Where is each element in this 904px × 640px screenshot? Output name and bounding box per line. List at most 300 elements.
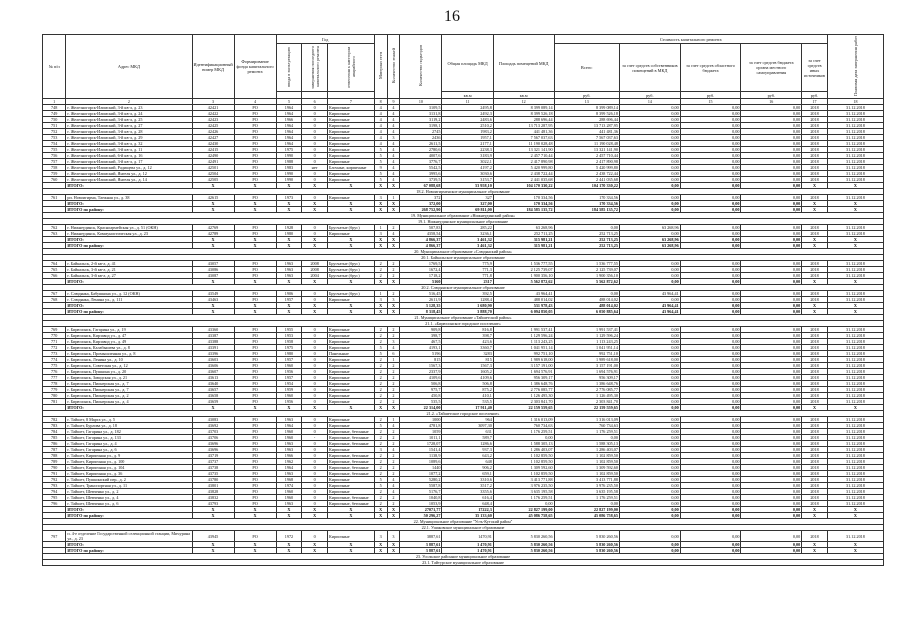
table-cell: 2018 bbox=[802, 399, 828, 405]
table-cell: г. Железногорск-Илимский, 3-й кв-л, д. 27 bbox=[66, 123, 192, 129]
table-cell: 1 126 495,30 bbox=[493, 393, 554, 399]
table-cell: 5 830 260,56 bbox=[554, 531, 619, 542]
table-cell: X bbox=[374, 548, 387, 554]
table-cell: 0,00 bbox=[680, 231, 741, 237]
table-cell: 31.12.2018 bbox=[827, 231, 883, 237]
table-cell: 2008 bbox=[302, 261, 328, 267]
table-cell: 1 bbox=[387, 417, 400, 423]
table-cell: г. Бирюсинск, Гагарина ул., д. 19 bbox=[66, 327, 192, 333]
table-body bbox=[43, 105, 884, 566]
table-cell: X bbox=[276, 405, 302, 411]
table-cell: 0,00 bbox=[619, 297, 680, 303]
table-cell: Кирпичные bbox=[327, 153, 374, 159]
table-cell: X bbox=[374, 542, 387, 548]
table-cell: 0,00 bbox=[619, 441, 680, 447]
table-cell: 0,00 bbox=[680, 417, 741, 423]
table-cell: 0,00 bbox=[619, 405, 680, 411]
table-cell: 777 bbox=[43, 375, 66, 381]
table-cell: 5176,7 bbox=[400, 489, 442, 495]
table-cell: 0,00 bbox=[619, 345, 680, 351]
table-cell: 659,1 bbox=[442, 471, 493, 477]
table-cell: 1286,6 bbox=[442, 441, 493, 447]
header-total: Всего: bbox=[554, 44, 619, 92]
table-cell: 0 bbox=[302, 291, 328, 297]
table-cell: 1 041 951,14 bbox=[554, 345, 619, 351]
table-cell: 0,00 bbox=[619, 273, 680, 279]
table-cell: 0 bbox=[302, 369, 328, 375]
table-cell: 0,00 bbox=[619, 381, 680, 387]
table-cell: 5587,8 bbox=[400, 483, 442, 489]
table-cell: 31.12.2018 bbox=[827, 435, 883, 441]
table-cell: 5 bbox=[374, 171, 387, 177]
table-cell: 2177,1 bbox=[442, 141, 493, 147]
table-cell: 794 bbox=[43, 489, 66, 495]
table-cell: 3109,5 bbox=[400, 105, 442, 111]
table-cell: 184 585 135,72 bbox=[493, 207, 554, 213]
table-cell: 752 bbox=[43, 129, 66, 135]
table-cell: 0,00 bbox=[493, 501, 554, 507]
table-cell: 0,00 bbox=[680, 225, 741, 231]
table-cell: 0,00 bbox=[680, 279, 741, 285]
table-cell: X bbox=[302, 243, 328, 249]
table-cell: 43640 bbox=[192, 381, 234, 387]
table-cell: Кирпичные bbox=[327, 333, 374, 339]
table-cell: Кирпичные bbox=[327, 375, 374, 381]
table-cell: 327,00 bbox=[442, 201, 493, 207]
table-cell: 45 086 758,65 bbox=[493, 513, 554, 519]
table-cell: 1 129 596,24 bbox=[493, 333, 554, 339]
table-cell: Кирпичные bbox=[327, 177, 374, 183]
table-cell: Кирпичные, бетонные bbox=[327, 501, 374, 507]
table-cell: 0,00 bbox=[741, 201, 802, 207]
table-cell: 775,9 bbox=[442, 261, 493, 267]
table-cell: 0,00 bbox=[741, 405, 802, 411]
table-cell: 0,00 bbox=[680, 435, 741, 441]
table-cell: 0,00 bbox=[741, 447, 802, 453]
table-cell: 753 bbox=[43, 135, 66, 141]
table-cell: 31.12.2018 bbox=[827, 489, 883, 495]
table-cell: 17 911,40 bbox=[442, 405, 493, 411]
table-cell: 2018 bbox=[802, 129, 828, 135]
table-cell: 43832 bbox=[192, 495, 234, 501]
table-cell: 5 bbox=[374, 483, 387, 489]
table-cell: 2018 bbox=[802, 231, 828, 237]
table-cell: 1 102 859,50 bbox=[554, 453, 619, 459]
table-cell: X bbox=[802, 201, 828, 207]
table-cell: 31.12.2018 bbox=[827, 129, 883, 135]
table-cell: 170 334,56 bbox=[554, 201, 619, 207]
table-cell: 0,00 bbox=[680, 369, 741, 375]
table-cell: 43 964,41 bbox=[619, 303, 680, 309]
table-cell: 1980 bbox=[276, 231, 302, 237]
table-cell: 815 bbox=[442, 357, 493, 363]
table-cell: 0 bbox=[302, 225, 328, 231]
table-cell: 2018 bbox=[802, 393, 828, 399]
table-cell: 1959 bbox=[276, 387, 302, 393]
table-cell: 0 bbox=[302, 381, 328, 387]
table-cell: 1983 bbox=[276, 165, 302, 171]
table-cell: 3 413 771,88 bbox=[554, 477, 619, 483]
table-cell: 768 bbox=[43, 297, 66, 303]
table-cell: 2 bbox=[387, 471, 400, 477]
table-cell: 0 bbox=[302, 531, 328, 542]
table-cell: 754 bbox=[43, 141, 66, 147]
table-cell: 0 bbox=[302, 423, 328, 429]
table-cell: г. Бирюсинск, Пионерская ул., д. 2 bbox=[66, 393, 192, 399]
table-cell: 793 bbox=[43, 483, 66, 489]
table-cell: 31.12.2018 bbox=[827, 363, 883, 369]
table-cell: РО bbox=[234, 441, 276, 447]
table-cell: X bbox=[302, 207, 328, 213]
table-cell: 42504 bbox=[192, 171, 234, 177]
table-cell: 0,00 bbox=[619, 542, 680, 548]
table-cell: 43 964,41 bbox=[493, 291, 554, 297]
table-cell: 2 bbox=[374, 501, 387, 507]
table-cell: Кирпичные bbox=[327, 363, 374, 369]
table-cell: 2018 bbox=[802, 429, 828, 435]
table-cell: 4193,1 bbox=[400, 345, 442, 351]
table-cell: 0 bbox=[302, 345, 328, 351]
table-cell: 2018 bbox=[802, 225, 828, 231]
table-cell: 31.12.2018 bbox=[827, 417, 883, 423]
table-cell: 31.12.2018 bbox=[827, 261, 883, 267]
table-cell: РО bbox=[234, 345, 276, 351]
table-cell: X bbox=[374, 309, 387, 315]
column-number: 12 bbox=[493, 99, 554, 105]
table-cell: 771 bbox=[43, 339, 66, 345]
table-cell: 0,00 bbox=[619, 183, 680, 189]
table-cell: 1440 bbox=[400, 465, 442, 471]
column-number: 6 bbox=[302, 99, 328, 105]
table-cell: 8 399 089,14 bbox=[493, 105, 554, 111]
table-cell: 0,00 bbox=[741, 357, 802, 363]
table-cell: 0 bbox=[302, 111, 328, 117]
table-cell: 43396 bbox=[192, 351, 234, 357]
table-cell: 0 bbox=[302, 393, 328, 399]
table-cell: 1 bbox=[374, 291, 387, 297]
table-cell: 975,7 bbox=[400, 387, 442, 393]
header-floors: Количество этажей bbox=[387, 35, 400, 99]
table-cell: 63 268,96 bbox=[493, 225, 554, 231]
table-cell: 0,00 bbox=[619, 171, 680, 177]
table-cell: 0,00 bbox=[741, 477, 802, 483]
table-cell: 749 bbox=[43, 111, 66, 117]
table-cell: 1966 bbox=[276, 117, 302, 123]
table-cell: 0,00 bbox=[619, 465, 680, 471]
table-cell: 42615 bbox=[192, 195, 234, 201]
table-cell: 0,00 bbox=[619, 548, 680, 554]
table-cell: 1 900 356,10 bbox=[554, 273, 619, 279]
table-row bbox=[43, 531, 884, 542]
table-cell: Брусчатые (брус) bbox=[327, 273, 374, 279]
table-cell: 0,00 bbox=[680, 153, 741, 159]
table-cell: г. Железногорск-Илимский, 3-й кв-л, д. 32 bbox=[66, 141, 192, 147]
table-cell: 7 567 037,63 bbox=[493, 135, 554, 141]
table-cell: 875,2 bbox=[442, 387, 493, 393]
table-cell: 2 bbox=[387, 369, 400, 375]
table-cell: 0,00 bbox=[619, 387, 680, 393]
table-cell: 5 830 260,56 bbox=[493, 542, 554, 548]
table-cell: X bbox=[387, 548, 400, 554]
table-cell: X bbox=[302, 548, 328, 554]
table-cell: 0,00 bbox=[619, 117, 680, 123]
table-cell: 776 bbox=[43, 369, 66, 375]
table-cell: 5 bbox=[374, 177, 387, 183]
table-cell: 2018 bbox=[802, 495, 828, 501]
table-cell: X bbox=[276, 513, 302, 519]
table-cell: 1605,2 bbox=[442, 369, 493, 375]
table-cell: 1957 bbox=[276, 297, 302, 303]
table-cell: РО bbox=[234, 393, 276, 399]
table-cell: 2018 bbox=[802, 105, 828, 111]
table-cell: 797 bbox=[43, 531, 66, 542]
table-cell: Кирпичные bbox=[327, 117, 374, 123]
table-cell: 43613 bbox=[192, 375, 234, 381]
table-cell: 4 bbox=[374, 105, 387, 111]
table-cell: 0,00 bbox=[619, 429, 680, 435]
table-cell: 2018 bbox=[802, 435, 828, 441]
table-cell: 3 413 771,88 bbox=[493, 477, 554, 483]
table-cell: 0,00 bbox=[741, 159, 802, 165]
table-cell: X bbox=[327, 279, 374, 285]
table-cell: г. Железногорск-Илимский, 3-й кв-л, д. 29 bbox=[66, 135, 192, 141]
table-cell: 0,00 bbox=[680, 111, 741, 117]
table-cell: 2 bbox=[387, 273, 400, 279]
table-cell: РО bbox=[234, 177, 276, 183]
table-cell: г. Байкальск, 2-й кв-л, д. 41 bbox=[66, 261, 192, 267]
table-cell: X bbox=[374, 513, 387, 519]
table-cell: г. Железногорск-Илимский, Янгеля ул., д. 14 bbox=[66, 177, 192, 183]
table-cell: 1059 bbox=[400, 429, 442, 435]
table-cell: 31.12.2018 bbox=[827, 495, 883, 501]
table-cell: ИТОГО: bbox=[66, 542, 192, 548]
table-cell: 3097,30 bbox=[442, 423, 493, 429]
table-cell: 0,00 bbox=[741, 303, 802, 309]
table-cell: 0 bbox=[302, 117, 328, 123]
table-cell: 13 321 141,90 bbox=[493, 147, 554, 153]
table-cell: 1 991 537,41 bbox=[554, 327, 619, 333]
table-cell: РО bbox=[234, 153, 276, 159]
table-cell: X bbox=[387, 183, 400, 189]
table-cell: 31.12.2018 bbox=[827, 225, 883, 231]
table-cell: г. Железногорск-Илимский, 6-й кв-л, д. 16 bbox=[66, 153, 192, 159]
table-cell: 0,00 bbox=[619, 513, 680, 519]
table-cell: X bbox=[234, 309, 276, 315]
table-cell: Кирпичные bbox=[327, 447, 374, 453]
table-cell: 5 bbox=[374, 147, 387, 153]
table-cell: 1960 bbox=[276, 363, 302, 369]
table-cell: 782 bbox=[43, 417, 66, 423]
table-cell: 5542,5 bbox=[400, 165, 442, 171]
table-cell: X bbox=[276, 243, 302, 249]
table-cell: РО bbox=[234, 225, 276, 231]
table-cell: РО bbox=[234, 453, 276, 459]
table-cell: 3198,1 bbox=[400, 123, 442, 129]
table-cell: 778 bbox=[43, 381, 66, 387]
table-cell: Кирпичные bbox=[327, 105, 374, 111]
table-cell: X bbox=[302, 237, 328, 243]
table-cell: X bbox=[302, 542, 328, 548]
column-number: 7 bbox=[327, 99, 374, 105]
table-cell: 4 bbox=[374, 117, 387, 123]
table-cell: 643,2 bbox=[442, 453, 493, 459]
table-cell: 1990 bbox=[276, 153, 302, 159]
table-cell: 2337,9 bbox=[400, 369, 442, 375]
table-cell: 2018 bbox=[802, 423, 828, 429]
table-cell: 5 830 260,56 bbox=[493, 531, 554, 542]
column-number: 4 bbox=[234, 99, 276, 105]
table-cell: 327 bbox=[442, 195, 493, 201]
table-cell: 1 694 576,91 bbox=[493, 369, 554, 375]
table-cell: 4 bbox=[387, 345, 400, 351]
table-cell: 2018 bbox=[802, 441, 828, 447]
table-cell: 0,00 bbox=[741, 117, 802, 123]
table-cell: 1983,2 bbox=[442, 129, 493, 135]
table-cell: 0,00 bbox=[741, 291, 802, 297]
table-cell: 3739,5 bbox=[400, 177, 442, 183]
table-cell: 3 887,61 bbox=[400, 542, 442, 548]
table-cell: Кирпичные bbox=[327, 231, 374, 237]
table-cell: 22 827 199,00 bbox=[493, 507, 554, 513]
table-cell: 0,00 bbox=[619, 279, 680, 285]
table-cell: 1 470,91 bbox=[442, 542, 493, 548]
table-cell: X bbox=[327, 405, 374, 411]
header-local: за счет средств бюджета органа местного самоуправления bbox=[741, 44, 802, 92]
table-cell: 2018 bbox=[802, 477, 828, 483]
table-cell: 0,00 bbox=[680, 447, 741, 453]
table-cell: X bbox=[302, 309, 328, 315]
table-cell: 1138,9 bbox=[400, 453, 442, 459]
table-cell: 0,00 bbox=[680, 381, 741, 387]
table-cell: 1975 bbox=[276, 345, 302, 351]
table-cell: 3887,61 bbox=[400, 531, 442, 542]
table-cell: 31.12.2018 bbox=[827, 429, 883, 435]
table-cell: X bbox=[276, 201, 302, 207]
table-cell: 31.12.2018 bbox=[827, 111, 883, 117]
table-cell: РО bbox=[234, 147, 276, 153]
table-cell: 1966 bbox=[276, 453, 302, 459]
table-cell: Кирпичные bbox=[327, 147, 374, 153]
table-cell: 22 314,00 bbox=[400, 405, 442, 411]
table-cell: 0,00 bbox=[741, 333, 802, 339]
table-cell: 0,00 bbox=[619, 453, 680, 459]
table-cell: 760 bbox=[43, 177, 66, 183]
table-cell: 2 125 739,07 bbox=[554, 267, 619, 273]
table-cell: X bbox=[387, 507, 400, 513]
table-cell: X bbox=[234, 183, 276, 189]
table-cell: X bbox=[192, 513, 234, 519]
table-cell: 9 bbox=[374, 165, 387, 171]
table-cell: X bbox=[374, 303, 387, 309]
table-cell: 1 bbox=[387, 195, 400, 201]
table-cell: 1956 bbox=[276, 399, 302, 405]
table-cell: 3283 bbox=[442, 351, 493, 357]
table-cell: X bbox=[802, 207, 828, 213]
table-cell: 765 bbox=[43, 267, 66, 273]
table-cell: 1077,2 bbox=[400, 471, 442, 477]
table-cell: 3 bbox=[374, 195, 387, 201]
table-cell: 1 176 259,51 bbox=[554, 429, 619, 435]
table-cell: РО bbox=[234, 417, 276, 423]
table-cell: РО bbox=[234, 231, 276, 237]
table-cell: 3 bbox=[387, 135, 400, 141]
table-cell: 1 286 403,07 bbox=[554, 447, 619, 453]
table-cell: 2 bbox=[374, 261, 387, 267]
table-cell: 1718,2 bbox=[400, 273, 442, 279]
table-cell: 759 bbox=[43, 171, 66, 177]
table-cell: 4 bbox=[387, 159, 400, 165]
section-title: 22.1. Ушаковское муниципальное образование bbox=[43, 525, 884, 531]
table-cell: 2 303 841,70 bbox=[493, 399, 554, 405]
table-cell: Кирпичные bbox=[327, 141, 374, 147]
table-cell: Кирпичные bbox=[327, 159, 374, 165]
table-cell: г. Тайшет, Шевченко ул., д. 4 bbox=[66, 495, 192, 501]
table-cell: 0 bbox=[302, 357, 328, 363]
table-cell: 2 457 710,44 bbox=[554, 153, 619, 159]
table-cell: г. Железногорск-Илимский, 3-й кв-л, д. 23 bbox=[66, 105, 192, 111]
table-cell: 43780 bbox=[192, 477, 234, 483]
table-cell: 2 bbox=[374, 465, 387, 471]
table-cell: г. Бирюсинск, Промышленная ул., д. 8 bbox=[66, 351, 192, 357]
table-cell: РО bbox=[234, 141, 276, 147]
table-cell: 0,00 bbox=[741, 465, 802, 471]
table-cell: X bbox=[827, 201, 883, 207]
table-cell: 5160 bbox=[400, 279, 442, 285]
table-cell: 31.12.2018 bbox=[827, 135, 883, 141]
table-cell: X bbox=[234, 243, 276, 249]
table-cell: 63 268,96 bbox=[619, 225, 680, 231]
table-cell: 2018 bbox=[802, 195, 828, 201]
table-cell: - bbox=[302, 435, 328, 441]
table-cell: 450,8 bbox=[400, 393, 442, 399]
table-cell: РО bbox=[234, 363, 276, 369]
table-cell: X bbox=[387, 542, 400, 548]
column-number: 8 bbox=[374, 99, 387, 105]
table-cell: 1964 bbox=[276, 135, 302, 141]
table-cell: 0,00 bbox=[680, 375, 741, 381]
table-cell: 0,00 bbox=[680, 135, 741, 141]
header-num: № п/п bbox=[43, 35, 66, 99]
table-cell: 0,00 bbox=[680, 105, 741, 111]
table-cell: г. Нижнеудинск, Красноармейская ул., д. 51 (ОКН) bbox=[66, 225, 192, 231]
table-cell: 42422 bbox=[192, 111, 234, 117]
table-cell: X bbox=[234, 513, 276, 519]
table-cell: 2 bbox=[374, 363, 387, 369]
table-cell: 67 088,68 bbox=[400, 183, 442, 189]
table-cell: 0,00 bbox=[619, 123, 680, 129]
table-cell: 0,00 bbox=[619, 231, 680, 237]
table-cell: 1 bbox=[374, 225, 387, 231]
table-cell: г. Бирюсинск, Кирзавод ул., д. 47 bbox=[66, 333, 192, 339]
table-cell: 42769 bbox=[192, 225, 234, 231]
table-cell: X bbox=[234, 405, 276, 411]
table-cell: X bbox=[302, 303, 328, 309]
table-cell: 5 bbox=[374, 351, 387, 357]
table-cell: X bbox=[374, 201, 387, 207]
section-title: 20. Муниципальное образование «Слюдянский район» bbox=[43, 249, 884, 255]
table-cell: 0,00 bbox=[680, 297, 741, 303]
table-cell: 43086 bbox=[192, 267, 234, 273]
table-cell: X bbox=[327, 303, 374, 309]
table-cell: X bbox=[802, 548, 828, 554]
table-cell: г. Железногорск-Илимский, 3-й кв-л, д. 28 bbox=[66, 129, 192, 135]
table-cell: 6 050 885,64 bbox=[554, 309, 619, 315]
table-cell: 0,00 bbox=[741, 471, 802, 477]
table-cell: 2018 bbox=[802, 339, 828, 345]
table-cell: 764 bbox=[43, 261, 66, 267]
table-cell: 0,00 bbox=[680, 177, 741, 183]
table-cell: 616,4 bbox=[442, 495, 493, 501]
